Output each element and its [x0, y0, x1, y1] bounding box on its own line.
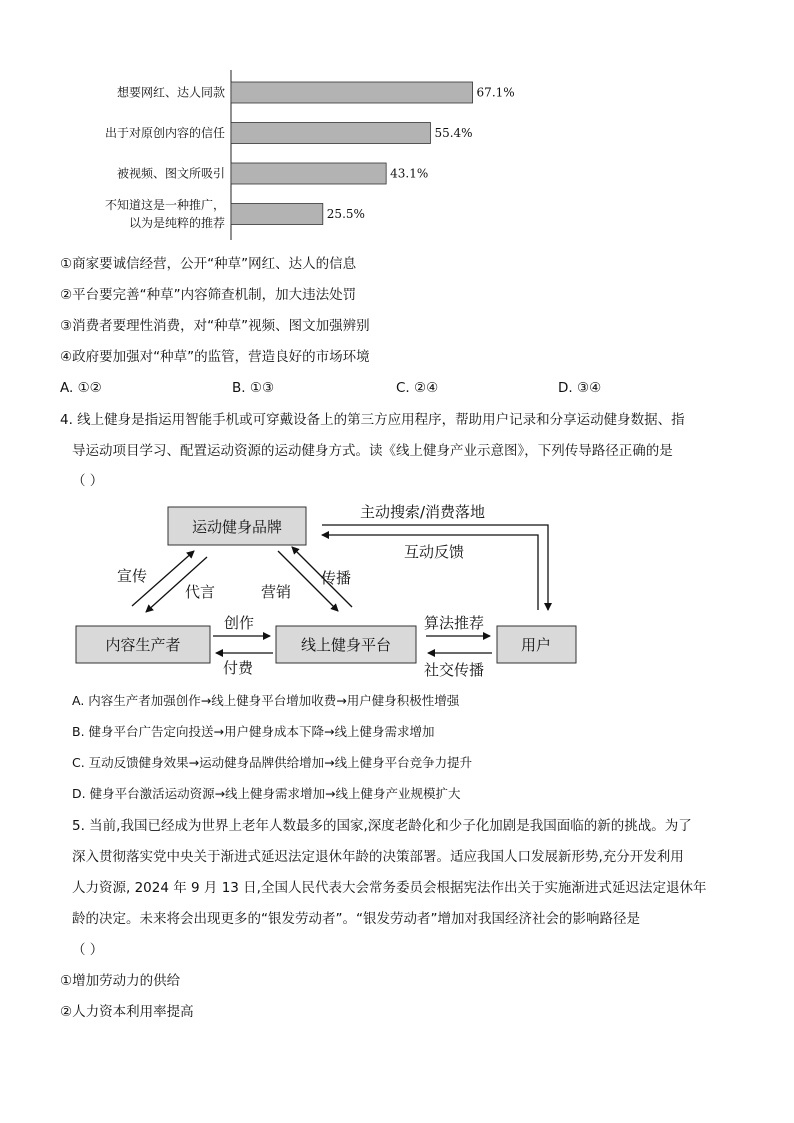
q5-statement-2: ②人力资本利用率提高: [60, 1004, 194, 1020]
chart-value-label: 55.4%: [434, 126, 473, 140]
q3-statement-2: ②平台要完善“种草”内容筛查机制，加大违法处罚: [60, 287, 357, 303]
label-marketing: 营销: [261, 583, 292, 601]
fitness-industry-diagram: [60, 495, 600, 685]
q5-stem-line-4: 龄的决定。未来将会出现更多的“银发劳动者”。“银发劳动者”增加对我国经济社会的影响路径是: [72, 911, 640, 927]
label-active-search: 主动搜索/消费落地: [360, 503, 486, 521]
label-algorithm-recommendation: 算法推荐: [424, 614, 485, 632]
q3-choice-d: D. ③④: [558, 380, 602, 396]
chart-category-label: 想要网红、达人同款: [116, 85, 225, 100]
label-pay: 付费: [223, 659, 254, 677]
chart-category-label: 出于对原创内容的信任: [104, 126, 225, 140]
q3-choice-b: B. ①③: [232, 380, 275, 396]
q3-statement-1: ①商家要诚信经营，公开“种草”网红、达人的信息: [60, 256, 357, 272]
arrow-brand-to-user: [322, 525, 548, 610]
q4-answer-blank: （ ）: [72, 473, 104, 489]
label-publicity: 宣传: [117, 567, 148, 585]
bar-chart: [60, 70, 560, 245]
box-brand-label: 运动健身品牌: [191, 518, 283, 536]
q3-statement-4: ④政府要加强对“种草”的监管，营造良好的市场环境: [60, 349, 370, 365]
q4-stem-line-1: 4. 线上健身是指运用智能手机或可穿戴设备上的第三方应用程序，帮助用户记录和分享运动健身数据、指: [60, 412, 685, 428]
label-create: 创作: [224, 614, 255, 632]
q4-option-c: C. 互动反馈健身效果→运动健身品牌供给增加→线上健身平台竞争力提升: [72, 755, 473, 770]
chart-category-label: 以为是纯粹的推荐: [128, 216, 225, 230]
q5-answer-blank: （ ）: [72, 942, 104, 958]
label-interactive-feedback: 互动反馈: [404, 543, 465, 561]
q3-choice-a: A. ①②: [60, 380, 102, 396]
chart-category-label: 被视频、图文所吸引: [116, 166, 225, 181]
chart-bar: [231, 123, 430, 144]
label-endorsement: 代言: [185, 583, 216, 601]
q4-option-b: B. 健身平台广告定向投送→用户健身成本下降→线上健身需求增加: [72, 724, 435, 739]
box-platform-label: 线上健身平台: [300, 636, 392, 654]
q4-option-a: A. 内容生产者加强创作→线上健身平台增加收费→用户健身积极性增强: [72, 693, 460, 708]
box-creator-label: 内容生产者: [105, 636, 181, 654]
q4-stem-line-2: 导运动项目学习、配置运动资源的运动健身方式。读《线上健身产业示意图》，下列传导路径正确的是: [72, 443, 673, 459]
chart-bar: [231, 204, 323, 225]
q5-stem-line-3: 人力资源, 2024 年 9 月 13 日,全国人民代表大会常务委员会根据宪法作出关于实施渐进式延迟法定退休年: [72, 880, 707, 896]
chart-bar: [231, 82, 473, 103]
q5-stem-line-2: 深入贯彻落实党中央关于渐进式延迟法定退休年龄的决策部署。适应我国人口发展新形势,充分开发利用: [72, 849, 684, 865]
chart-value-label: 43.1%: [390, 166, 429, 181]
q4-option-d: D. 健身平台激活运动资源→线上健身需求增加→线上健身产业规模扩大: [72, 786, 461, 801]
label-social-spread: 社交传播: [424, 661, 485, 679]
q5-statement-1: ①增加劳动力的供给: [60, 973, 181, 989]
q5-stem-line-1: 5. 当前,我国已经成为世界上老年人数最多的国家,深度老龄化和少子化加剧是我国面临的新的挑战。为了: [72, 818, 692, 834]
q3-choice-c: C. ②④: [396, 380, 439, 396]
chart-category-label: 不知道这是一种推广，: [104, 198, 225, 212]
chart-bar: [231, 163, 386, 184]
chart-value-label: 25.5%: [326, 207, 365, 221]
chart-value-label: 67.1%: [476, 85, 515, 100]
q3-statement-3: ③消费者要理性消费，对“种草”视频、图文加强辨别: [60, 318, 370, 334]
box-user-label: 用户: [520, 636, 552, 654]
label-spread: 传播: [321, 569, 352, 587]
